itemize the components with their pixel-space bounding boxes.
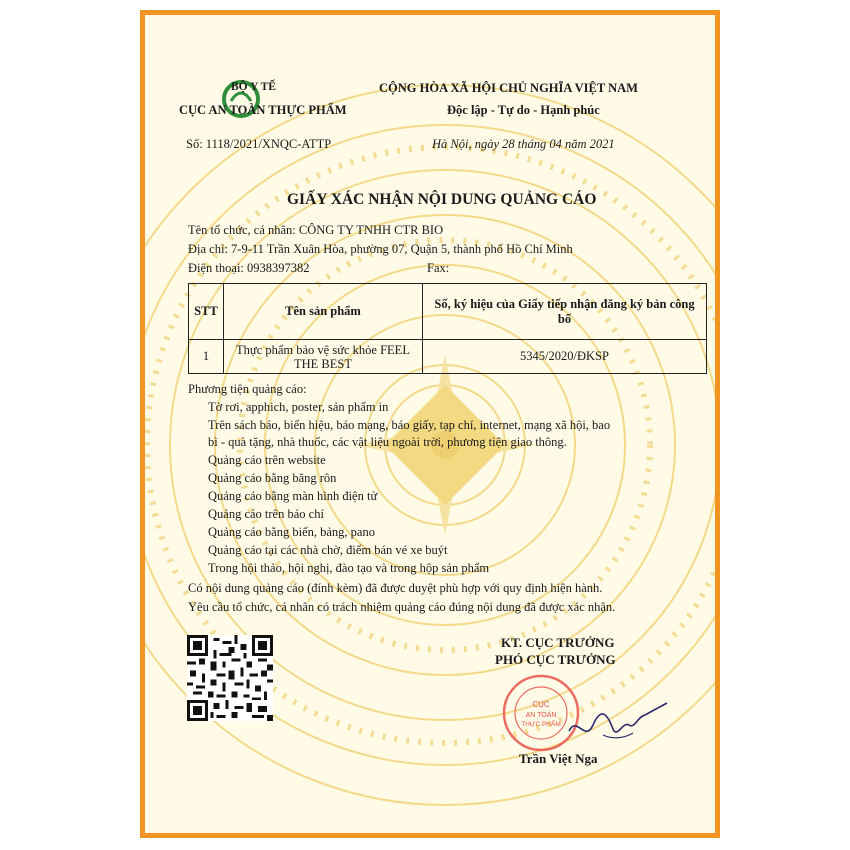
approval-statement: Có nội dung quảng cáo (đính kèm) đã được duyệt phù hợp với quy định hiện hành. (188, 581, 603, 595)
product-name-line1: Thực phẩm bảo vệ sức khỏe FEEL (236, 342, 410, 357)
table-header-row (189, 284, 707, 340)
product-table (188, 283, 707, 374)
list-item: Trong hội thảo, hội nghị, đào tạo và trong hộp sản phẩm (208, 561, 490, 575)
list-item: Tờ rơi, apphich, poster, sản phẩm in (208, 400, 389, 414)
header-stt: STT (189, 284, 224, 340)
header-product-name: Tên sản phẩm (224, 284, 423, 340)
cell-stt: 1 (189, 340, 224, 374)
organization-address: Địa chỉ: 7-9-11 Trần Xuân Hòa, phường 07, Quận 5, thành phố Hồ Chí Minh (188, 242, 573, 256)
signer-role-2: PHÓ CỤC TRƯỞNG (495, 652, 616, 667)
handwritten-signature-icon (563, 695, 673, 749)
list-item: Quảng cáo bằng màn hình điện tử (208, 489, 378, 503)
list-item: Quảng cáo tại các nhà chờ, điểm bán vé xe buýt (208, 543, 448, 557)
ministry-name: BỘ Y TẾ (231, 81, 276, 93)
svg-text:CỤC: CỤC (532, 700, 550, 709)
list-item: Quảng cáo trên website (208, 453, 326, 467)
organization-name: Tên tổ chức, cá nhân: CÔNG TY TNHH CTR BIO (188, 223, 444, 237)
svg-text:THỰC PHẨM: THỰC PHẨM (521, 721, 561, 728)
agency-name: CỤC AN TOÀN THỰC PHẨM (179, 103, 347, 117)
list-item: Trên sách báo, biển hiệu, báo mạng, báo giấy, tạp chí, internet, mạng xã hội, bao (208, 418, 611, 432)
svg-text:AN TOÀN: AN TOÀN (525, 712, 557, 719)
list-item: Quảng cáo trên báo chí (208, 507, 324, 521)
country-name: CỘNG HÒA XÃ HỘI CHỦ NGHĨA VIỆT NAM (379, 81, 638, 95)
certificate-document (140, 10, 720, 838)
document-title: GIẤY XÁC NHẬN NỘI DUNG QUẢNG CÁO (287, 191, 597, 208)
list-item: Quảng cáo bằng biển, bảng, pano (208, 525, 375, 539)
list-item: bì - quà tặng, nhà thuốc, các vật liệu ngoài trời, phương tiện giao thông. (208, 435, 567, 449)
cell-product-name (224, 340, 423, 374)
table-row (189, 340, 707, 374)
cell-registration-number: 5345/2020/ĐKSP (423, 340, 707, 374)
place-date: Hà Nội, ngày 28 tháng 04 năm 2021 (432, 137, 615, 151)
signer-role-1: KT. CỤC TRƯỞNG (501, 635, 615, 650)
media-label: Phương tiện quảng cáo: (188, 382, 307, 396)
document-number: Số: 1118/2021/XNQC-ATTP (186, 137, 332, 151)
signer-name: Trần Việt Nga (519, 751, 598, 766)
responsibility-statement: Yêu cầu tổ chức, cá nhân có trách nhiệm quảng cáo đúng nội dung đã được xác nhận. (188, 600, 616, 614)
qr-code-icon (187, 635, 273, 721)
header-registration: Số, ký hiệu của Giấy tiếp nhận đăng ký bản công bố (423, 284, 707, 340)
product-name-line2: THE BEST (294, 356, 352, 371)
national-motto: Độc lập - Tự do - Hạnh phúc (447, 103, 600, 117)
list-item: Quảng cáo bằng băng rôn (208, 471, 337, 485)
organization-fax: Fax: (427, 261, 450, 275)
organization-phone: Điện thoại: 0938397382 (188, 261, 310, 275)
